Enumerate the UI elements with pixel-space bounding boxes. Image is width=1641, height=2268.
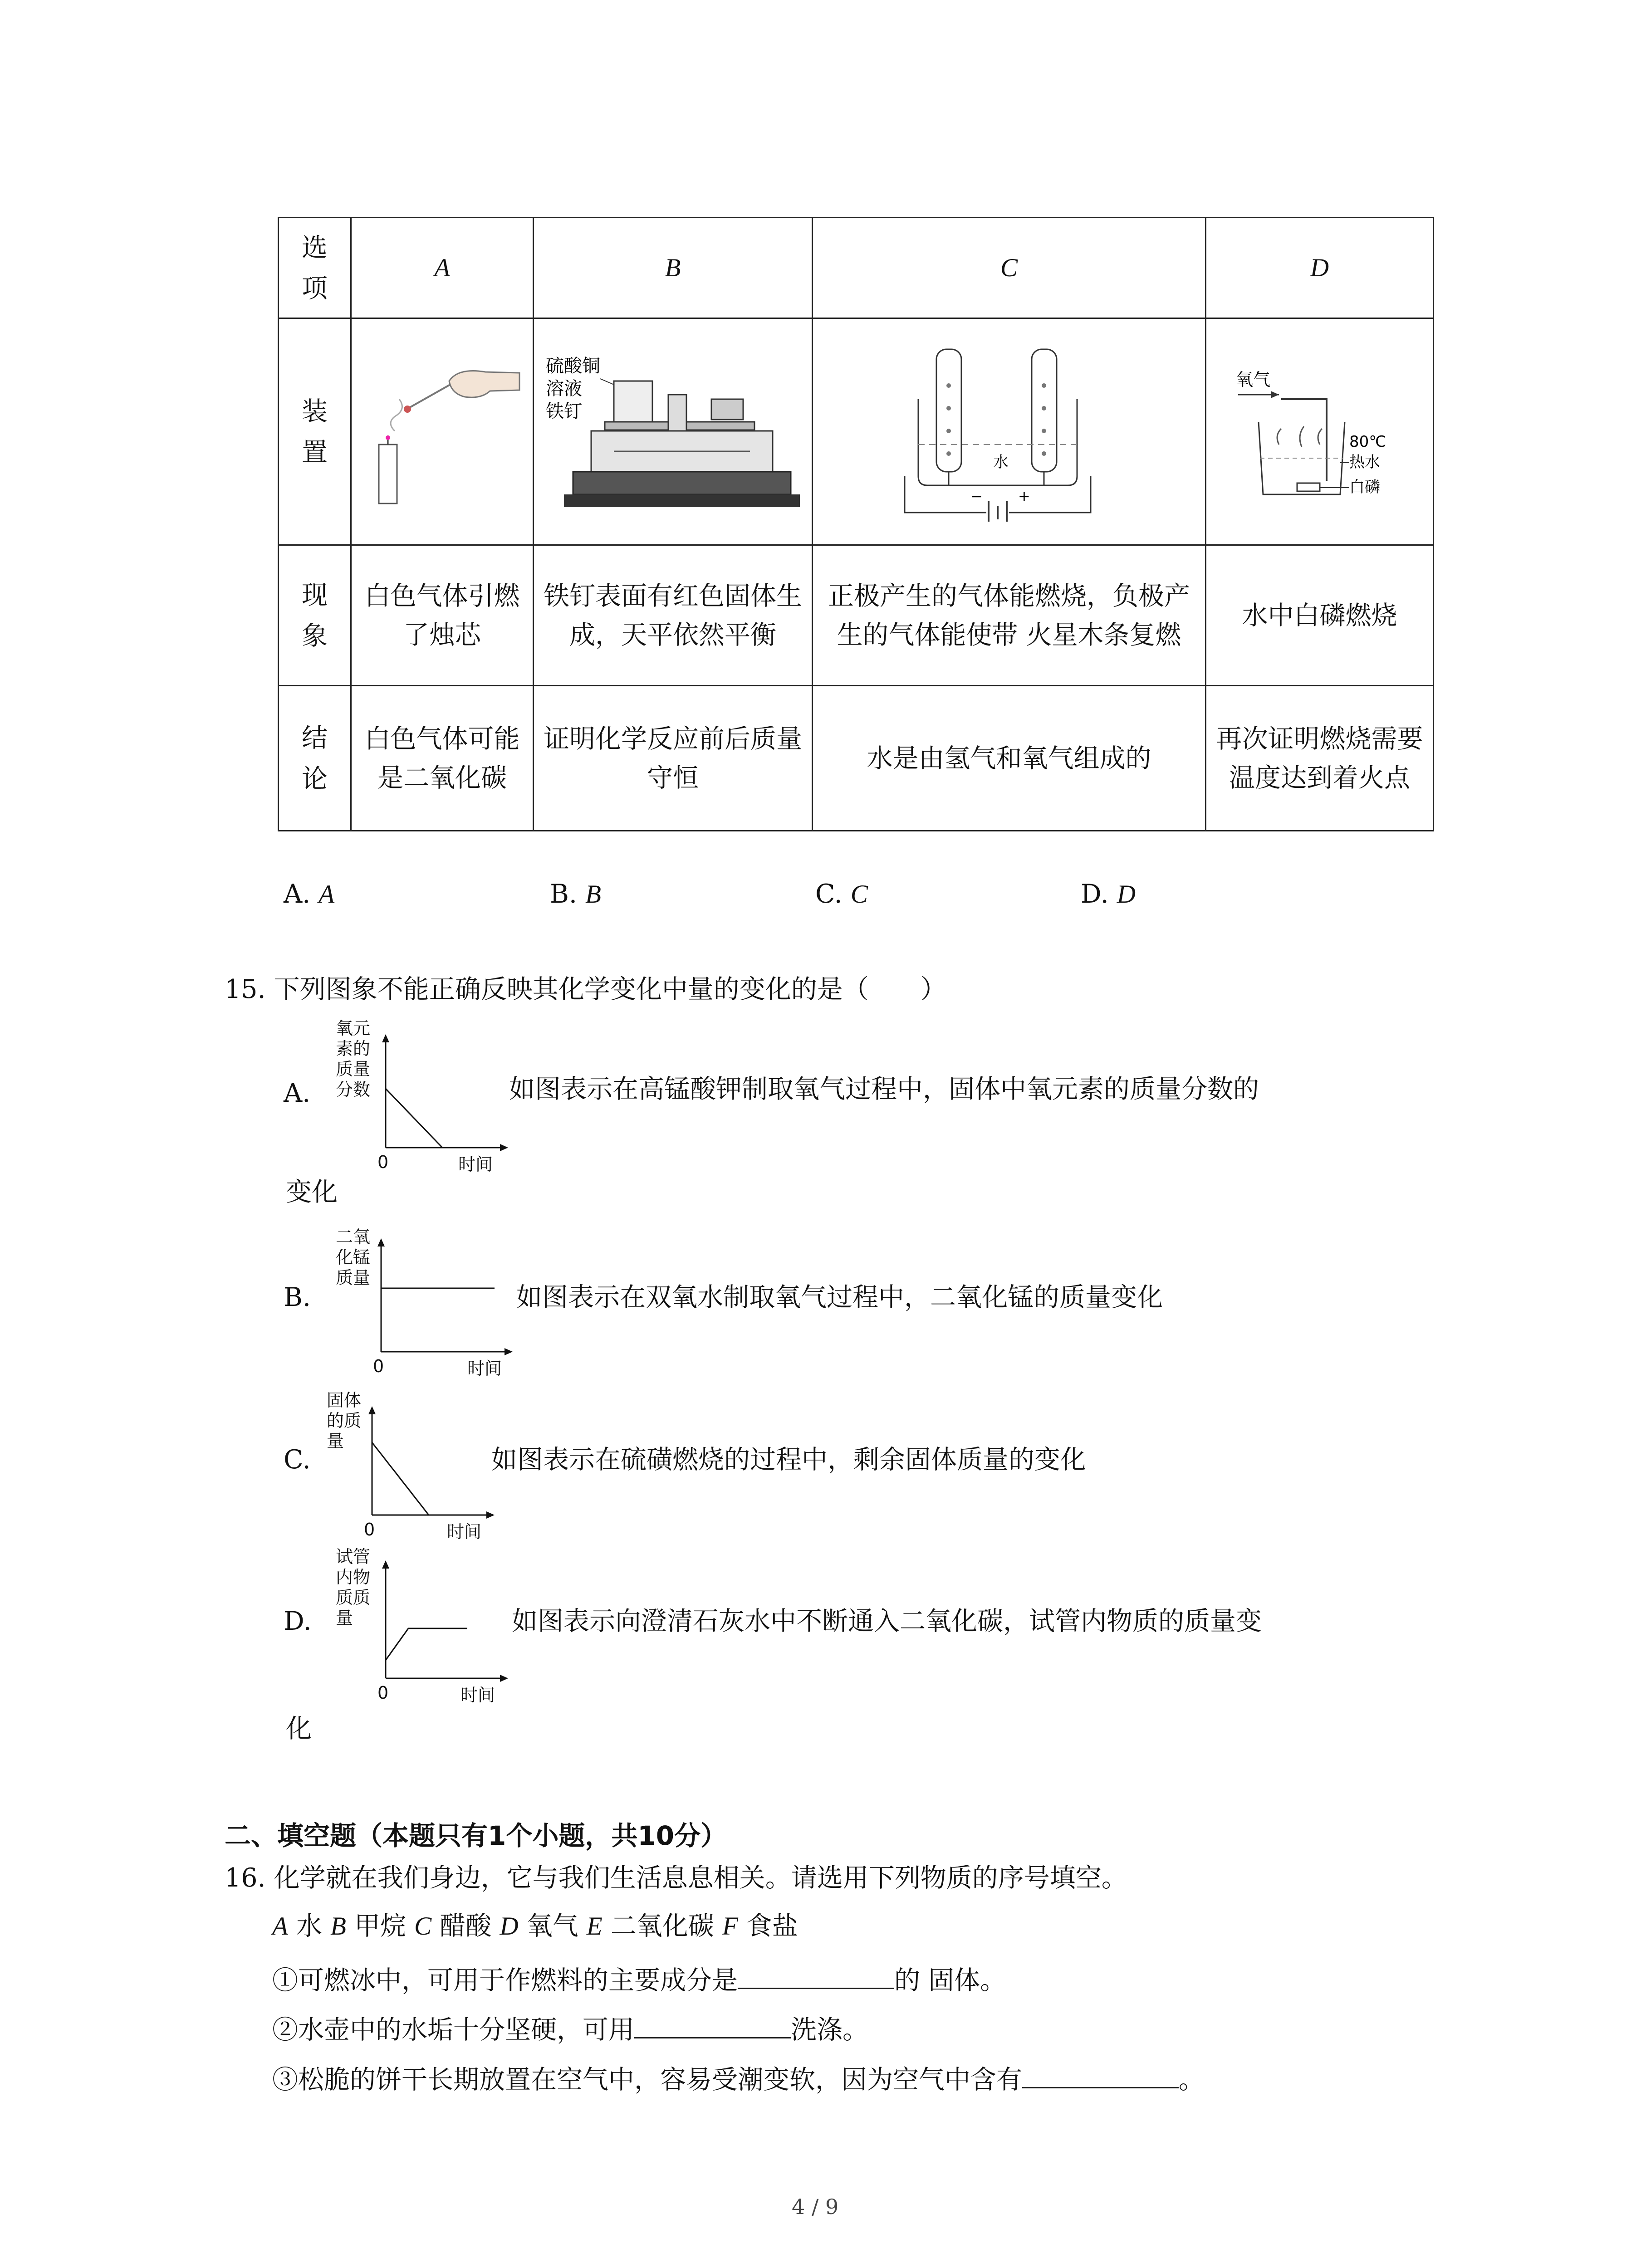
q15-option-a-cont: 变化: [286, 1177, 338, 1207]
q15-option-a-text: 如图表示在高锰酸钾制取氧气过程中，固体中氧元素的质量分数的: [509, 1074, 1259, 1104]
q15-option-b-text: 如图表示在双氧水制取氧气过程中，二氧化锰的质量变化: [516, 1282, 1163, 1312]
balance-illustration: [537, 336, 809, 517]
candle-illustration: [354, 340, 531, 513]
item-text: ②水壶中的水垢十分坚硬，可用: [272, 2015, 634, 2045]
choice-letter: D: [500, 1912, 519, 1941]
q16-stem: 16. 化学就在我们身边，它与我们生活息息相关。请选用下列物质的序号填空。: [225, 1863, 1127, 1893]
origin-label: 0: [377, 1683, 389, 1703]
q15-stem: 15. 下列图象不能正确反映其化学变化中量的变化的是（ ）: [225, 974, 946, 1004]
item-text: 。: [1179, 2065, 1205, 2095]
answer-blank-1[interactable]: [738, 1962, 894, 1989]
phenomenon-b: 铁钉表面有红色固体生成，天平依然平衡: [534, 545, 813, 686]
page-number: 4 / 9: [792, 2195, 839, 2219]
item-text: ①可燃冰中，可用于作燃料的主要成分是: [272, 1965, 738, 1995]
choice-letter: E: [586, 1912, 603, 1941]
q14-option-a[interactable]: [284, 881, 334, 907]
item-text: 洗涤。: [791, 2015, 868, 2045]
section-title: 二、填空题（本题只有1个小题，共10分）: [225, 1820, 727, 1851]
device-b-cell: [534, 318, 813, 545]
choice-name: 食盐: [746, 1911, 798, 1941]
label-white-phosphorus: 白磷: [1349, 478, 1380, 496]
ylabel-line: 量: [336, 1608, 353, 1628]
origin-label: 0: [373, 1356, 384, 1376]
phenomenon-c: 正极产生的气体能燃烧，负极产生的气体能使带 火星木条复燃: [813, 545, 1206, 686]
q15-graph-d: [327, 1542, 517, 1715]
ylabel-line: 试管: [336, 1547, 371, 1567]
origin-label: 0: [364, 1520, 375, 1540]
q15-graph-a: [327, 1016, 517, 1179]
choice-name: 氧气: [526, 1911, 578, 1941]
item-text: 的 固体。: [894, 1965, 1006, 1995]
conclusion-c: 水是由氢气和氧气组成的: [813, 686, 1206, 831]
ylabel-line: 质量: [336, 1268, 371, 1288]
row-label-device: 装 置: [279, 318, 351, 545]
ylabel-line: 量: [327, 1431, 344, 1451]
ylabel-line: 质量: [336, 1059, 371, 1079]
device-a-cell: [351, 318, 534, 545]
q16-choice-list: [272, 1913, 798, 1939]
label-hot-water: 热水: [1349, 453, 1380, 471]
label-solution: 溶液: [546, 378, 582, 399]
row-label-phenomenon: 现 象: [279, 545, 351, 686]
choice-name: 水: [296, 1911, 322, 1941]
row-label-option: 选 项: [279, 218, 351, 318]
q14-option-d[interactable]: [1081, 881, 1136, 907]
conclusion-b: 证明化学反应前后质量守恒: [534, 686, 813, 831]
choice-letter: A: [272, 1912, 288, 1941]
ylabel-line: 质质: [336, 1588, 371, 1608]
q15-option-c-label[interactable]: C.: [284, 1445, 311, 1475]
row-label-conclusion: 结 论: [279, 686, 351, 831]
electrolysis-illustration: [814, 331, 1204, 522]
origin-label: 0: [377, 1152, 389, 1172]
ylabel-line: 素的: [336, 1039, 371, 1059]
q15-option-c-text: 如图表示在硫磺燃烧的过程中，剩余固体质量的变化: [491, 1445, 1086, 1475]
ylabel-line: 分数: [336, 1080, 371, 1100]
q14-table: [278, 217, 1434, 831]
q14-option-c[interactable]: [815, 881, 868, 907]
graph-c-line: [372, 1442, 429, 1515]
q15-option-d-text: 如图表示向澄清石灰水中不断通入二氧化碳，试管内物质的质量变: [512, 1606, 1262, 1636]
label-copper-sulfate: 硫酸铜: [546, 355, 600, 376]
choice-name: 醋酸: [440, 1911, 492, 1941]
col-header-a: A: [351, 218, 534, 318]
choice-letter: F: [722, 1912, 738, 1941]
graph-a-line: [386, 1089, 442, 1148]
label-iron-nail: 铁钉: [546, 401, 582, 422]
graph-d-line: [386, 1628, 467, 1660]
xlabel: 时间: [467, 1359, 502, 1378]
col-header-c: C: [813, 218, 1206, 318]
option-value: C: [850, 880, 868, 909]
choice-name: 二氧化碳: [610, 1911, 714, 1941]
option-prefix: B.: [550, 879, 578, 909]
answer-blank-2[interactable]: [634, 2012, 791, 2038]
item-text: ③松脆的饼干长期放置在空气中，容易受潮变软，因为空气中含有: [272, 2065, 1022, 2095]
ylabel-line: 化锰: [336, 1247, 371, 1267]
device-d-cell: [1206, 318, 1434, 545]
conclusion-d: 再次证明燃烧需要温度达到着火点: [1206, 686, 1434, 831]
option-prefix: C.: [815, 879, 843, 909]
xlabel: 时间: [447, 1522, 482, 1542]
q15-option-d-label[interactable]: D.: [284, 1606, 312, 1636]
xlabel: 时间: [458, 1154, 493, 1174]
option-prefix: A.: [284, 879, 311, 909]
ylabel-line: 氧元: [336, 1018, 371, 1038]
label-minus: −: [970, 487, 983, 505]
q15-option-a-label[interactable]: A.: [284, 1078, 311, 1108]
q15-graph-c: [318, 1388, 508, 1551]
conclusion-a: 白色气体可能是二氧化碳: [351, 686, 534, 831]
choice-letter: B: [330, 1912, 346, 1941]
label-temp: 80℃: [1349, 432, 1386, 451]
phenomenon-a: 白色气体引燃了烛芯: [351, 545, 534, 686]
ylabel-line: 固体: [327, 1390, 362, 1410]
q15-graph-b: [327, 1220, 517, 1383]
col-header-d: D: [1206, 218, 1434, 318]
col-header-b: B: [534, 218, 813, 318]
answer-blank-3[interactable]: [1022, 2062, 1179, 2088]
option-value: A: [318, 880, 335, 909]
q16-item-3: [272, 2062, 1205, 2093]
label-plus: +: [1018, 487, 1030, 505]
label-water: 水: [993, 453, 1009, 471]
device-c-cell: [813, 318, 1206, 545]
label-oxygen: 氧气: [1235, 369, 1270, 390]
xlabel: 时间: [460, 1685, 495, 1705]
q14-option-b[interactable]: [550, 881, 601, 907]
q15-option-b-label[interactable]: B.: [284, 1282, 311, 1312]
option-prefix: D.: [1081, 879, 1109, 909]
white-phosphorus-illustration: [1211, 336, 1429, 517]
ylabel-line: 二氧: [336, 1227, 371, 1247]
ylabel-line: 的质: [327, 1411, 362, 1431]
q16-item-2: [272, 2012, 868, 2043]
q16-item-1: [272, 1962, 1006, 1994]
choice-letter: C: [414, 1912, 432, 1941]
option-value: D: [1117, 880, 1136, 909]
option-value: B: [585, 880, 601, 909]
choice-name: 甲烷: [354, 1911, 407, 1941]
ylabel-line: 内物: [336, 1567, 371, 1587]
q15-option-d-cont: 化: [286, 1714, 312, 1744]
phenomenon-d: 水中白磷燃烧: [1206, 545, 1434, 686]
